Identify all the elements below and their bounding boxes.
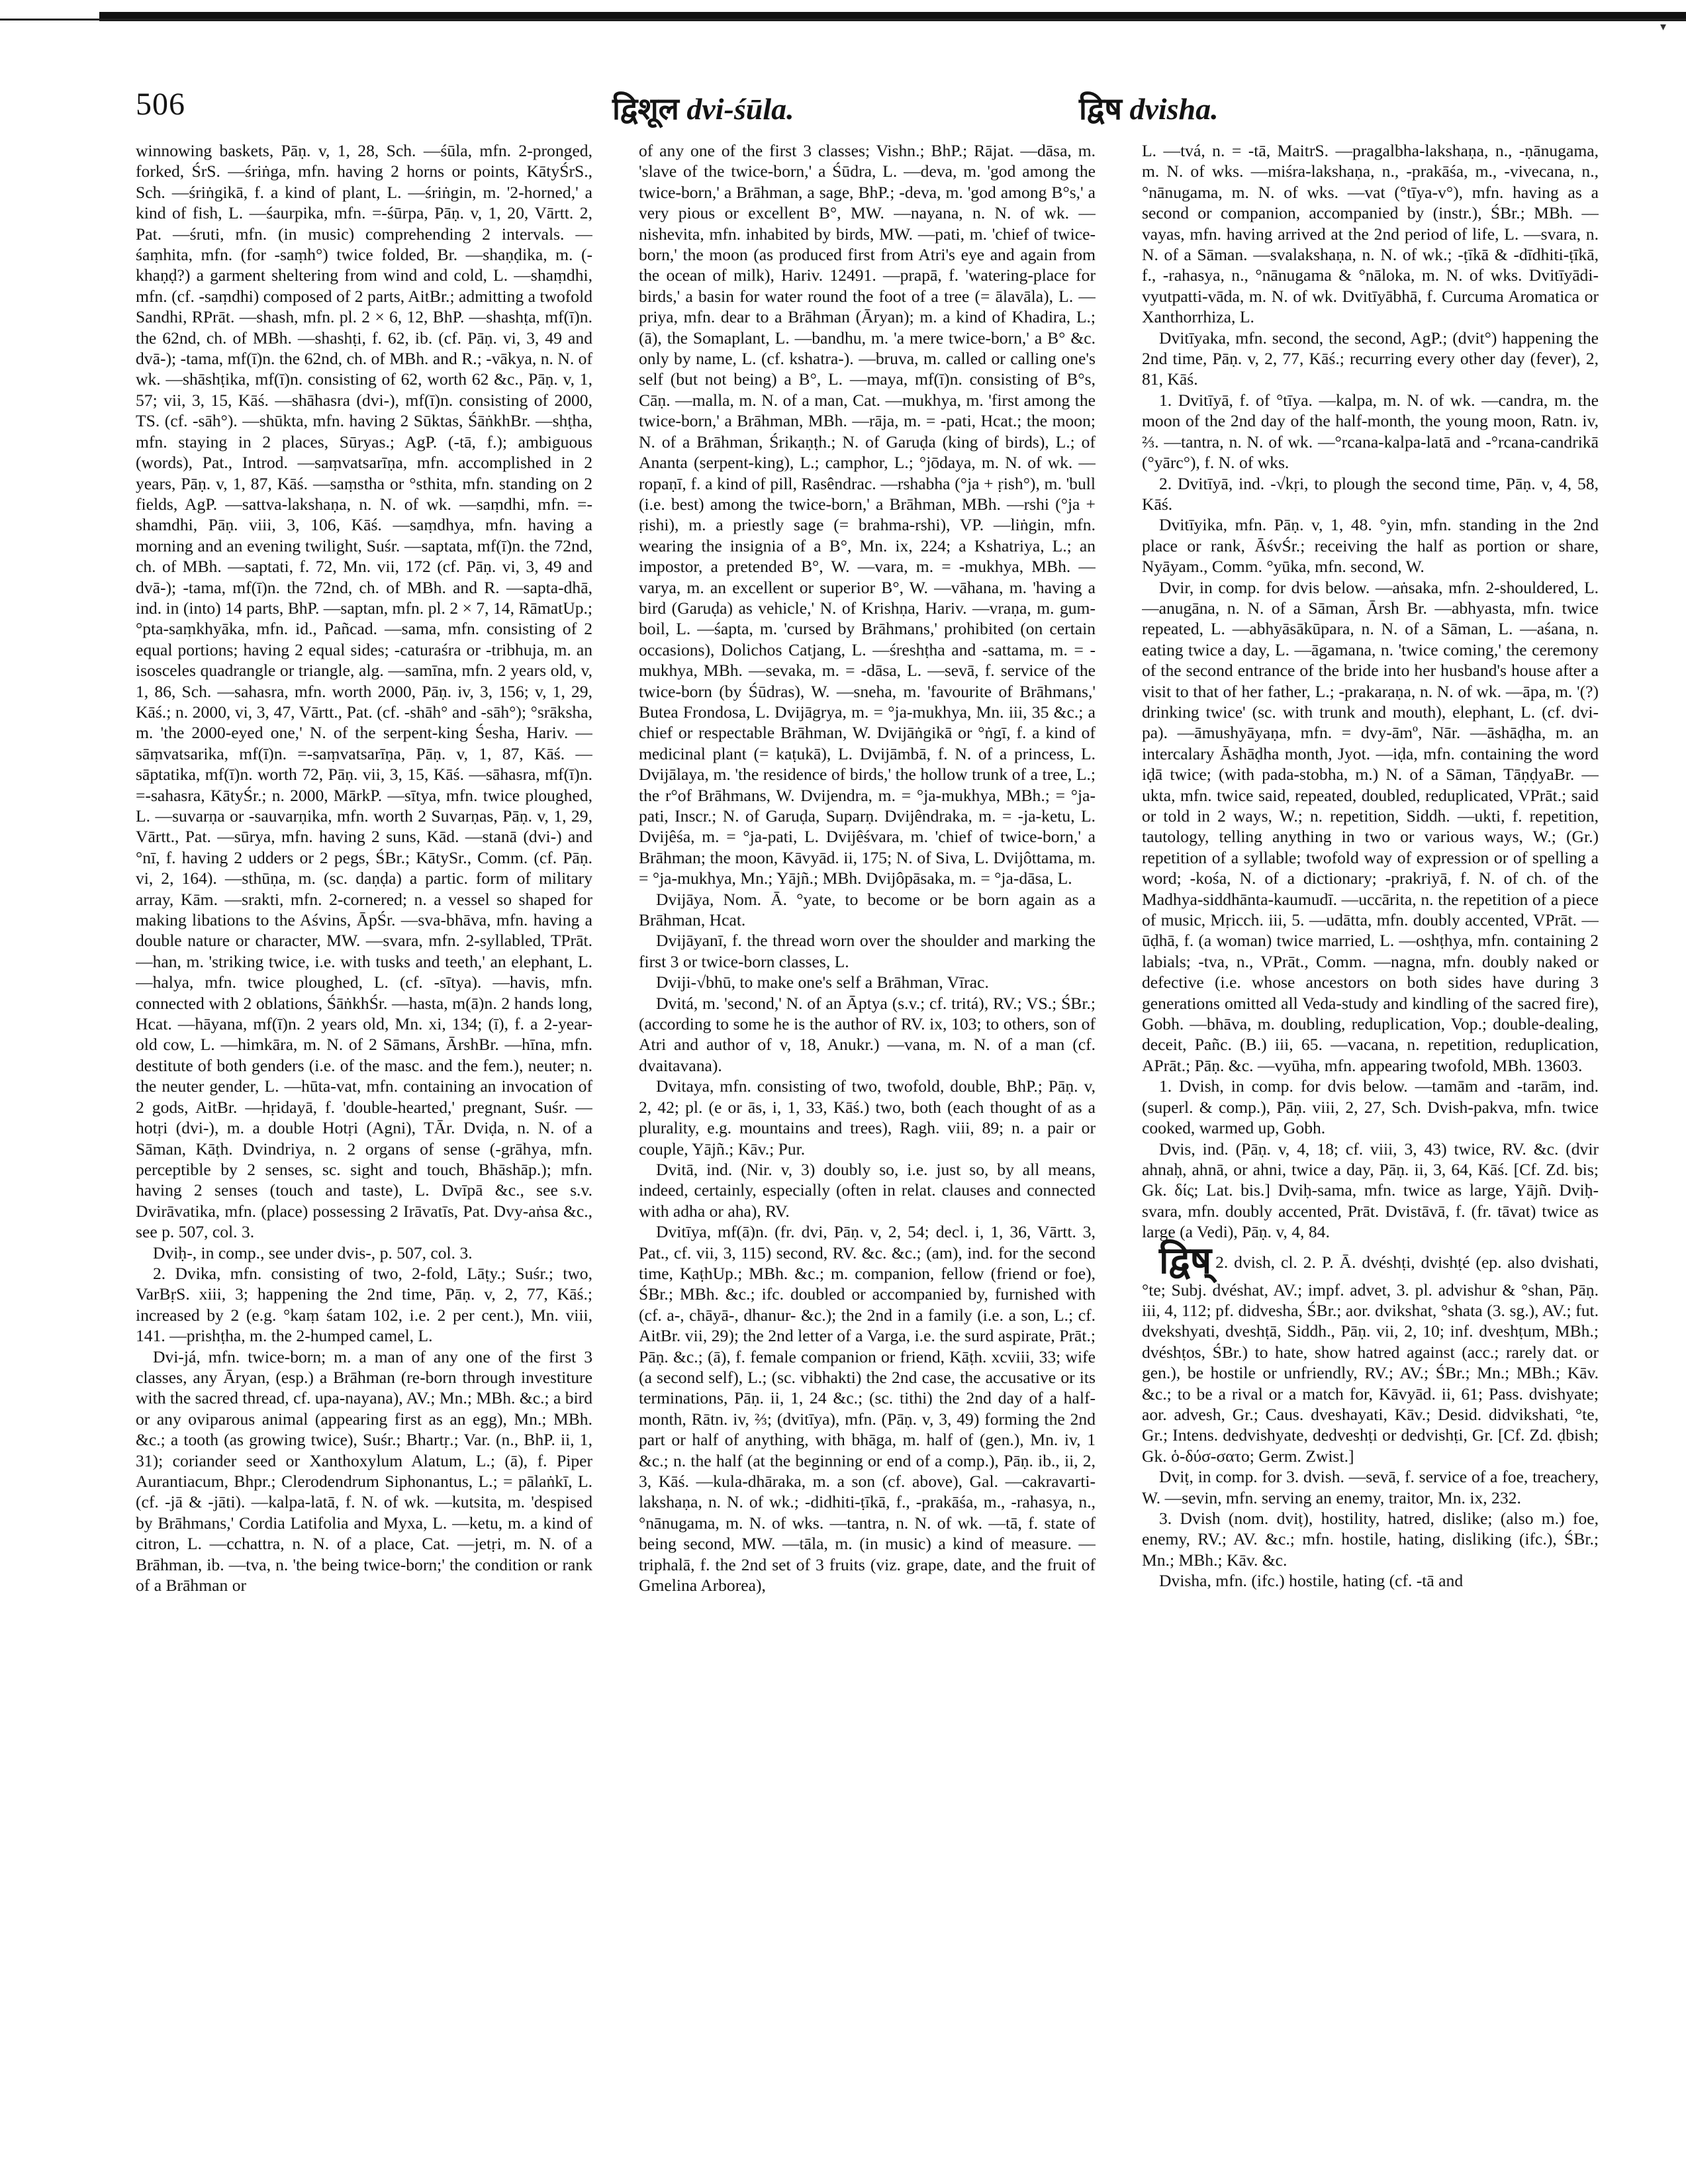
entry-text: Dviji-√bhū, to make one's self a Brāhman, Vīrac.: [656, 973, 989, 992]
running-head-right-devanagari: द्विष: [1079, 92, 1122, 126]
entry-text: 1. Dvitīyā, f. of °tīya. —kalpa, m. N. of wk. —candra, m. the moon of the 2nd day of the half-month, the young moon, Ratn. iv, ⅔. —tantra, n. N. of wk. —°rcana-kalpa-latā and -°rcana-candrikā (°yārc°), f. N. of wks.: [1142, 390, 1599, 473]
column-2: [639, 140, 1096, 2153]
page-header: [136, 86, 1599, 132]
dictionary-entry: [1142, 1240, 1599, 1467]
entry-text: 2. Dvitīyā, ind. -√kṛi, to plough the second time, Pāṇ. v, 4, 58, Kāś.: [1142, 473, 1599, 514]
dictionary-entry: [136, 1243, 592, 1263]
dictionary-entry: [1142, 1508, 1599, 1570]
entry-text: Dviṭ, in comp. for 3. dvish. —sevā, f. service of a foe, treachery, W. —sevin, mfn. serving an enemy, traitor, Mn. ix, 232.: [1142, 1467, 1599, 1507]
entry-text: 3. Dvish (nom. dviṭ), hostility, hatred, dislike; (also m.) foe, enemy, RV.; AV. &c.; mfn. hostile, hating, disliking (ifc.), ŚBr.; Mn.; MBh.; Kāv. &c.: [1142, 1509, 1599, 1570]
entry-text: Dvir, in comp. for dvis below. —aṅsaka, mfn. 2-shouldered, L. —anugāna, n. N. of a Sāman, Ārsh Br. —abhyasta, mfn. twice repeated, L. —abhyāsākūpara, n. N. of a Sāman, L. —aśana, n. eating twice a day, L. —āgamana, n. 'twice coming,' the ceremony of the second entrance of the bride into her husband's house after a visit to that of her father, L.; -prakaraṇa, n. N. of wk. —āpa, m. '(?) drinking twice' (sc. with trunk and mouth), elephant, L. (cf. dvi-pa). —āmushyāyaṇa, mfn. = dvy-āmº, Nār. —āshāḍha, m. an intercalary Āshāḍha month, Jyot. —iḍa, mfn. containing the word iḍā twice; (with pada-stobha, m.) N. of a Sāman, TāṇḍyaBr. —ukta, mfn. twice said, repeated, doubled, reduplicated, VPrāt.; said or told in 2 ways, W.; n. repetition, Siddh. —ukti, f. repetition, tautology, telling anything in two or various ways, W.; (Gr.) repetition of a syllable; twofold way of expression or of spelling a word; -kośa, N. of a dictionary; -prakriyā, f. N. of ch. of the Madhya-siddhānta-kaumudī. —uccārita, n. the repetition of a piece of music, Mṛicch. iii, 5. —udātta, mfn. doubly accented, VPrāt. —ūḍhā, f. (a woman) twice married, L. —oshṭhya, mfn. containing 2 labials; -tva, n., VPrāt., Comm. —nagna, mfn. doubly naked or defective (i.e. whose ancestors on both sides have during 3 generations omitted all Veda-study and kindling of the sacred fire), Gobh. —bhāva, m. doubling, reduplication, Vop.; double-dealing, deceit, Pañc. (B.) iii, 65. —vacana, n. repetition, reduplication, APrāt.; Pāṇ. &c. —vyūha, mfn. appearing twofold, MBh. 13603.: [1142, 577, 1599, 1075]
dictionary-entry: [639, 1076, 1096, 1159]
column-1: [136, 140, 592, 2153]
dictionary-entry: [639, 140, 1096, 889]
dictionary-entry: [639, 1159, 1096, 1221]
dictionary-entry: [1142, 473, 1599, 515]
dictionary-entry: [1142, 514, 1599, 577]
entry-text: Dvitīya, mf(ā)n. (fr. dvi, Pāṇ. v, 2, 54; decl. i, 1, 36, Vārtt. 3, Pat., cf. vii, 3, 115) second, RV. &c. &c.; (am), ind. for the second time, KaṭhUp.; MBh. &c.; m. companion, fellow (friend or foe), ŚBr.; MBh. &c.; ifc. doubled or accompanied by, furnished with (cf. a-, chāyā-, dhanur- &c.); the 2nd in a family (i.e. a son, L.; cf. AitBr. vii, 29); the 2nd letter of a Varga, i.e. the surd aspirate, Prāt.; Pāṇ. &c.; (ā), f. female companion or friend, Kāṭh. xcviii, 33; wife (a second self), L.; (sc. vibhakti) the 2nd case, the accusative or its terminations, Pāṇ. ii, 1, 24 &c.; (sc. tithi) the 2nd day of a half-month, Rātn. iv, ⅔; (dvitīya), mfn. (Pāṇ. v, 3, 49) forming the 2nd part or half of anything, with bhāga, m. half of (gen.), Mn. iv, 1 &c.; n. the half (at the beginning or end of a comp.), Pāṇ. ib., ii, 2, 3, Kāś. —kula-dhāraka, m. a son (cf. above), Gal. —cakravarti-lakshaṇa, n. N. of wk.; -didhiti-ṭīkā, f., -prakāśa, m., -rahasya, n., °nānugama, m. N. of wks. —tantra, n. N. of wk. —tā, f. state of being second, MW. —tāla, m. (in music) a kind of measure. —triphalā, f. the 2nd set of 3 fruits (viz. grape, date, and the fruit of Gmelina Arborea),: [639, 1222, 1096, 1595]
entry-text: Dvis, ind. (Pāṇ. v, 4, 18; cf. viii, 3, 43) twice, RV. &c. (dvir ahnaḥ, ahnā, or ahni, twice a day, Pāṇ. ii, 3, 64, Kāś. [Cf. Zd. bis; Gk. δίς; Lat. bis.] Dviḥ-sama, mfn. twice as large, Yājñ. Dviḥ-svara, mfn. doubly accented, Prāt. Dvistāvā, f. (fr. tāvat) twice as large (a Vedi), Pāṇ. v, 4, 84.: [1142, 1139, 1599, 1242]
dictionary-entry: [639, 972, 1096, 992]
dictionary-entry: [639, 889, 1096, 931]
entry-text: Dvijāya, Nom. Ā. °yate, to become or be born again as a Brāhman, Hcat.: [639, 889, 1096, 930]
running-head-right-latin: dvisha.: [1129, 92, 1219, 126]
dictionary-entry: [1142, 1466, 1599, 1508]
entry-text: Dvitā, ind. (Nir. v, 3) doubly so, i.e. just so, by all means, indeed, certainly, especially (often in relat. clauses and connected with adha or aha), RV.: [639, 1159, 1096, 1221]
running-head-left-devanagari: द्विशूल: [612, 92, 679, 126]
entry-text: 2. Dvika, mfn. consisting of two, 2-fold, Lāṭy.; Suśr.; two, VarBṛS. xiii, 3; happening the 2nd time, Pāṇ. v, 2, 77, Kāś.; increased by 2 (e.g. °kaṃ śatam 102, i.e. 2 per cent.), Mn. viii, 141. —prishṭha, m. the 2-humped camel, L.: [136, 1263, 592, 1346]
entry-text: 2. dvish, cl. 2. P. Ā. dvéshṭi, dvishṭé (ep. also dvishati, °te; Subj. dvéshat, AV.; impf. advet, 3. pl. advishur & °shan, Pāṇ. iii, 4, 112; pf. didvesha, ŚBr.; aor. dvikshat, °shata (3. sg.), AV.; fut. dvekshyati, dveshṭā, Siddh., Pāṇ. vii, 2, 10; inf. dveshṭum, MBh.; dvéshṭos, ŚBr.) to hate, show hatred against (acc.; rarely dat. or gen.), be hostile or unfriendly, RV.; AV.; ŚBr.; Mn.; MBh.; Kāv. &c.; to be a rival or a match for, Kāvyād. ii, 61; Pass. dvishyate; aor. advesh, Gr.; Caus. dveshayati, Kāv.; Desid. didvikshati, °te, Gr.; Intens. dedvishyate, dedveshṭi or dedvishṭi, Gr. [Cf. Zd. ḍbish; Gk. ὁ-δύσ-σατο; Germ. Zwist.]: [1142, 1252, 1599, 1466]
entry-text: 1. Dvish, in comp. for dvis below. —tamām and -tarām, ind. (superl. & comp.), Pāṇ. viii, 2, 27, Sch. Dvish-pakva, mfn. twice cooked, warmed up, Gobh.: [1142, 1076, 1599, 1138]
entry-text: Dvijāyanī, f. the thread worn over the shoulder and marking the first 3 or twice-born classes, L.: [639, 931, 1096, 971]
dictionary-entry: [1142, 577, 1599, 1076]
dictionary-entry: [1142, 390, 1599, 473]
entry-text: L. —tvá, n. = -tā, MaitrS. —pragalbha-lakshaṇa, n., -ṇānugama, m. N. of wks. —miśra-lakshaṇa, n., -prakāśa, m., -vivecana, n., °nānugama, m. N. of wks. —vat (°tīya-v°), mfn. having as a second or companion, accompanied by (instr.), ŚBr.; MBh. —vayas, mfn. having arrived at the 2nd period of life, L. —svara, n. N. of a Sāman. —svalakshaṇa, n. N. of wk.; -ṭīkā & -dīdhiti-ṭīkā, f., -rahasya, n., °nānugama & °nāloka, m. N. of wks. Dvitīyādi-vyutpatti-vāda, m. N. of wk. Dvitīyābhā, f. Curcuma Aromatica or Xanthorrhiza, L.: [1142, 141, 1599, 327]
page-number: 506: [136, 87, 185, 122]
top-border-line: [0, 19, 1686, 21]
dictionary-entry: [1142, 1139, 1599, 1243]
dictionary-entry: [639, 1221, 1096, 1595]
running-head-left: [612, 87, 794, 128]
dictionary-columns: [136, 140, 1602, 2153]
entry-text: of any one of the first 3 classes; Vishn.; BhP.; Rājat. —dāsa, m. 'slave of the twice-born,' a Śūdra, L. —deva, m. 'god among the twice-born,' a Brāhman, a sage, BhP.; -deva, m. 'god among B°s,' a very pious or excellent B°, MW. —nayana, n. N. of wk. —nishevita, mfn. inhabited by birds, MW. —pati, m. 'chief of twice-born,' the moon (as produced first from Atri's eye and again from the ocean of milk), Hariv. 12491. —prapā, f. 'watering-place for birds,' a basin for water round the foot of a tree (= ālavāla), L. —priya, mfn. dear to a Brāhman (Āryan); m. a kind of Khadira, L.; (ā), the Somaplant, L. —bandhu, m. 'a mere twice-born,' a B° &c. only by name, L. (cf. kshatra-). —bruva, m. called or calling one's self (but not being) a B°, L. —maya, mf(ī)n. consisting of B°s, Cāṇ. —malla, m. N. of a man, Cat. —mukhya, m. 'first among the twice-born,' a Brāhman, MBh. —rāja, m. = -pati, Hcat.; the moon; N. of a Brāhman, Śrikaṇṭh.; N. of Garuḍa (king of birds), L.; of Ananta (serpent-king), L.; camphor, L.; °jōdaya, m. N. of wk. —ropaṇī, f. a kind of pill, Rasêndrac. —rshabha (°ja + ṛish°), m. 'bull (i.e. best) among the twice-born,' a Brāhman, MBh. —rshi (°ja + ṛishi), m. a priestly sage (= brahma-rshi), VP. —liṅgin, mfn. wearing the insignia of a B°, Mn. ix, 224; a Kshatriya, L.; an impostor, a pretended B°, W. —vara, m. = -mukhya, MBh. —varya, m. an excellent or superior B°, W. —vāhana, m. 'having a bird (Garuḍa) as vehicle,' N. of Krishṇa, Hariv. —vraṇa, m. gum-boil, L. —śapta, m. 'cursed by Brāhmans,' prohibited (on certain occasions), Dolichos Catjang, L. —śreshṭha and -sattama, m. = -mukhya, MBh. —sevaka, m. = -dāsa, L. —sevā, f. service of the twice-born (by Śūdras), W. —sneha, m. 'favourite of Brāhmans,' Butea Frondosa, L. Dvijāgrya, m. = °ja-mukhya, Mn. iii, 35 &c.; a chief or respectable Brāhman, W. Dvijāṅgikā or °ṅgī, f. a kind of medicinal plant (= kaṭukā), L. Dvijāmbā, f. N. of a princess, L. Dvijālaya, m. 'the residence of birds,' the hollow trunk of a tree, L.; the r°of Brāhmans, W. Dvijendra, m. = °ja-mukhya, MBh.; = °ja-pati, Inscr.; N. of Garuḍa, Suparṇ. Dvijêndraka, m. = -ja-ketu, L. Dvijêśa, m. = °ja-pati, L. Dvijêśvara, m. 'chief of twice-born,' a Brāhman; the moon, Kāvyād. ii, 175; N. of Siva, L. Dvijôttama, m. = °ja-mukhya, Mn.; Yājñ.; MBh. Dvijôpāsaka, m. = °ja-dāsa, L.: [639, 141, 1096, 888]
corner-mark: ▾: [1660, 20, 1666, 33]
dictionary-entry: [1142, 1570, 1599, 1591]
column-3: [1142, 140, 1599, 2153]
entry-text: winnowing baskets, Pāṇ. v, 1, 28, Sch. —śūla, mfn. 2-pronged, forked, ŚrS. —śriṅga, mfn. having 2 horns or points, KātyŚrS., Sch. —śriṅgikā, f. a kind of plant, L. —śriṅgin, m. '2-horned,' a kind of fish, L. —śaurpika, mfn. =-śūrpa, Pāṇ. v, 1, 20, Vārtt. 2, Pat. —śruti, mfn. (in music) comprehending 2 intervals. —śaṃhita, mfn. (for -saṃh°) twice folded, Br. —shaṇḍika, m. (-khaṇḍ?) a garment sheltering from wind and cold, L. —shaṃdhi, mfn. (cf. -saṃdhi) composed of 2 parts, AitBr.; admitting a twofold Sandhi, RPrāt. —shash, mfn. pl. 2 × 6, 12, BhP. —shashṭa, mf(ī)n. the 62nd, ch. of MBh. —shashṭi, f. 62, ib. (cf. Pāṇ. vi, 3, 49 and dvā-); -tama, mf(ī)n. the 62nd, ch. of MBh. and R.; -vākya, n. N. of wk. —shāshṭika, mf(ī)n. consisting of 62, worth 62 &c., Pāṇ. v, 1, 57; vii, 3, 15, Kāś. —shāhasra (dvi-), mf(ī)n. consisting of 2000, TS. (cf. -sāh°). —shūkta, mfn. having 2 Sūktas, ŚāṅkhBr. —shṭha, mfn. staying in 2 places, Sūryas.; AgP. (-tā, f.); ambiguous (words), Pat., Introd. —saṃvatsarīṇa, mfn. accomplished in 2 years, Pāṇ. v, 1, 87, Kāś. —saṃstha or °sthita, mfn. standing on 2 fields, AgP. —sattva-lakshaṇa, n. N. of wk. —saṃdhi, mfn. =-shamdhi, Pāṇ. viii, 3, 106, Kāś. —saṃdhya, mfn. having a morning and an evening twilight, Suśr. —saptata, mf(ī)n. the 72nd, ch. of MBh. —saptati, f. 72, Mn. vii, 172 (cf. Pāṇ. vi, 3, 49 and dvā-); -tama, mf(ī)n. the 72nd, ch. of MBh. and R. —sapta-dhā, ind. in (into) 14 parts, BhP. —saptan, mfn. pl. 2 × 7, 14, RāmatUp.; °pta-saṃkhyāka, mfn. id., Pañcad. —sama, mfn. consisting of 2 equal portions; having 2 equal sides; -caturaśra or -tribhuja, m. an isosceles quadrangle or triangle, alg. —samīna, mfn. 2 years old, v, 1, 86, Sch. —sahasra, mfn. worth 2000, Pāṇ. iv, 3, 156; v, 1, 29, Kāś.; n. 2000, vi, 3, 47, Vārtt., Pat. (cf. -shāh° and -sāh°); °srāksha, m. 'the 2000-eyed one,' N. of the serpent-king Śesha, Hariv. —sāṃvatsarika, mf(ī)n. =-saṃvatsarīṇa, Pāṇ. v, 1, 87, Kāś. —sāptatika, mf(ī)n. worth 72, Pāṇ. vii, 3, 15, Kāś. —sāhasra, mf(ī)n. =-sahasra, KātyŚr.; n. 2000, MārkP. —sītya, mfn. twice ploughed, L. —suvarṇa or -sauvarṇika, mfn. worth 2 Suvarṇas, Pāṇ. v, 1, 29, Vārtt., Pat. —sūrya, mfn. having 2 suns, Kād. —stanā (dvi-) and °nī, f. having 2 udders or 2 pegs, ŚBr.; KātySr., Comm. (cf. Pāṇ. vi, 2, 164). —sthūṇa, m. (sc. daṇḍa) a partic. form of military array, Kām. —srakti, mfn. 2-cornered; n. a vessel so shaped for making libations to the Aśvins, ĀpŚr. —sva-bhāva, mfn. having a double nature or character, MW. —svara, mfn. 2-syllabled, TPrāt. —han, m. 'striking twice, i.e. with tusks and teeth,' an elephant, L. —halya, mfn. twice ploughed, L. (cf. -sītya). —havis, mfn. connected with 2 oblations, ŚāṅkhŚr. —hasta, m(ā)n. 2 hands long, Hcat. —hāyana, mf(ī)n. 2 years old, Mn. xi, 134; (ī), f. a 2-year-old cow, L. —himkāra, m. N. of 2 Sāmans, ĀrshBr. —hīna, mfn. destitute of both genders (i.e. of the masc. and the fem.), neuter; n. the neuter gender, L. —hūta-vat, mfn. containing an invocation of 2 gods, AitBr. —hṛidayā, f. 'double-hearted,' pregnant, Suśr. —hotṛi (dvi-), m. a double Hotṛi (Agni), TĀr. Dviḍa, n. N. of a Sāman, Kāṭh. Dvindriya, n. 2 organs of sense (-grāhya, mfn. perceptible by 2 senses, sc. sight and touch, Bhāshāp.); mfn. having 2 senses (touch and taste), L. Dvīpā &c., see s.v. Dvirāvatika, mfn. (place) possessing 2 Irāvatīs, Pat. Dvy-aṅsa &c., see p. 507, col. 3.: [136, 141, 592, 1242]
dictionary-entry: [1142, 328, 1599, 390]
entry-text: Dvitá, m. 'second,' N. of an Āptya (s.v.; cf. tritá), RV.; VS.; ŚBr.; (according to some he is the author of RV. ix, 103; to others, son of Atri and author of v, 18, Anukr.) —vana, m. N. of a man (cf. dvaitavana).: [639, 993, 1096, 1075]
entry-text: Dviḥ-, in comp., see under dvis-, p. 507, col. 3.: [153, 1243, 473, 1262]
running-head-right: [1079, 87, 1219, 128]
dictionary-entry: [1142, 140, 1599, 328]
dictionary-entry: [136, 1263, 592, 1347]
headword-glyph: द्विष्: [1159, 1240, 1212, 1282]
dictionary-entry: [639, 993, 1096, 1076]
dictionary-entry: [639, 930, 1096, 972]
dictionary-entry: [136, 1347, 592, 1596]
entry-text: Dvi-já, mfn. twice-born; m. a man of any one of the first 3 classes, any Āryan, (esp.) a Brāhman (re-born through investiture with the sacred thread, cf. upa-nayana), AV.; Mn.; MBh. &c.; a bird or any oviparous animal (appearing first as an egg), Mn.; MBh. &c.; a tooth (as growing twice), Suśr.; Bhartṛ.; Var. (n., BhP. ii, 1, 31); coriander seed or Xanthoxylum Alatum, L.; (ā), f. Piper Aurantiacum, Bhpr.; Clerodendrum Siphonantus, L.; = pālaṅkī, L. (cf. -jā & -jāti). —kalpa-latā, f. N. of wk. —kutsita, m. 'despised by Brāhmans,' Cordia Latifolia and Myxa, L. —ketu, m. a kind of citron, L. —cchattra, n. N. of a place, Cat. —jetṛi, m. N. of a Brāhman, ib. —tva, n. 'the being twice-born;' the condition or rank of a Brāhman or: [136, 1347, 592, 1595]
entry-text: Dvitīyika, mfn. Pāṇ. v, 1, 48. °yin, mfn. standing in the 2nd place or rank, ĀśvŚr.; receiving the half as portion or share, Nyāyam., Comm. °yūka, mfn. second, W.: [1142, 515, 1599, 577]
dictionary-entry: [136, 140, 592, 1243]
dictionary-entry: [1142, 1076, 1599, 1138]
entry-text: Dvitīyaka, mfn. second, the second, AgP.; (dvit°) happening the 2nd time, Pāṇ. v, 2, 77, Kāś.; recurring every other day (fever), 2, 81, Kāś.: [1142, 328, 1599, 389]
entry-text: Dvitaya, mfn. consisting of two, twofold, double, BhP.; Pāṇ. v, 2, 42; pl. (e or ās, i, 1, 33, Kāś.) two, both (each thought of as a plurality, e.g. mountains and trees), Ragh. viii, 89; n. a pair or couple, Yājñ.; Kāv.; Pur.: [639, 1076, 1096, 1159]
running-head-left-latin: dvi-śūla.: [686, 92, 794, 126]
entry-text: Dvisha, mfn. (ifc.) hostile, hating (cf. -tā and: [1159, 1571, 1464, 1591]
